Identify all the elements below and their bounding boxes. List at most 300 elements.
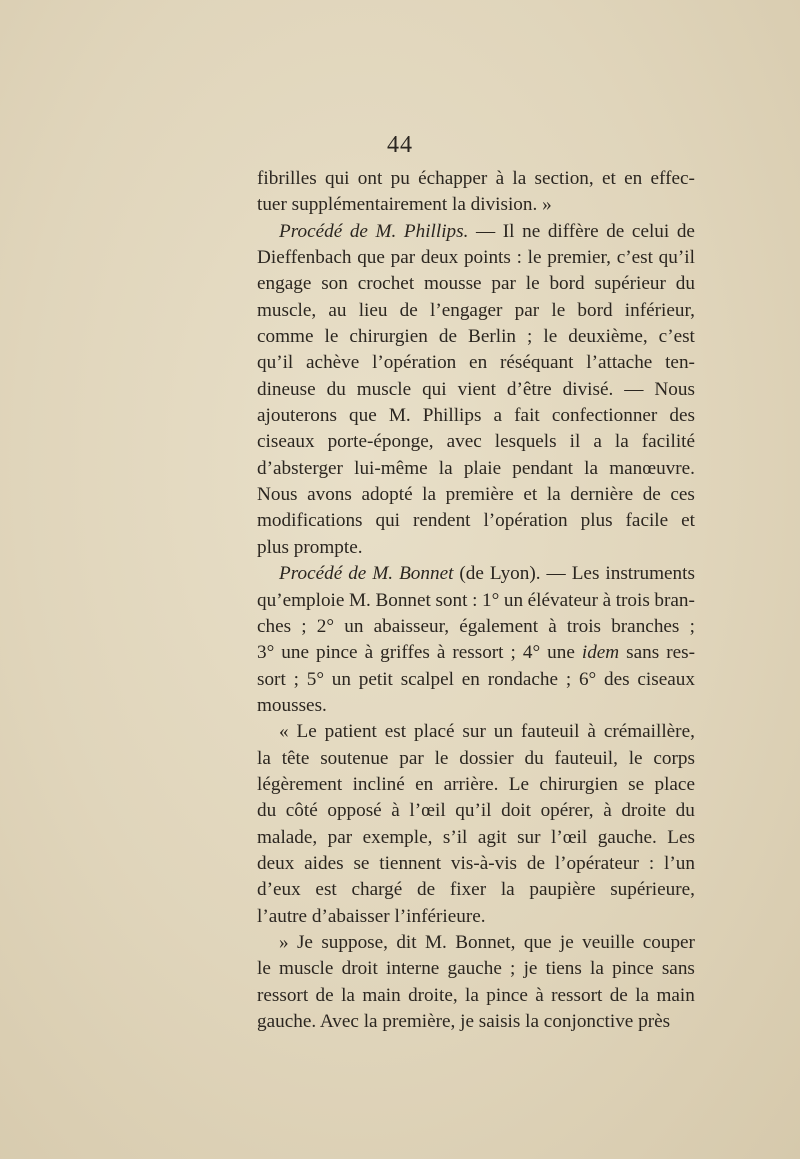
word: Bonnet, (455, 931, 516, 953)
word: dit (396, 931, 417, 953)
text-line (257, 377, 695, 403)
word: fait (514, 405, 540, 427)
word: sont (435, 589, 468, 611)
word: crémaillère, (603, 721, 695, 743)
word: facilité (641, 431, 695, 453)
word: incliné (352, 773, 405, 795)
word: abaisseur, (373, 615, 450, 637)
italic-word: Phillips. (403, 220, 469, 242)
word: légèrement (257, 773, 343, 795)
body-text (257, 166, 695, 1035)
word: que (357, 247, 385, 269)
word: fauteuil (520, 721, 580, 743)
word: fibrilles (257, 168, 317, 189)
word: plus (580, 510, 613, 532)
word: à (436, 642, 446, 664)
word: échapper (418, 168, 488, 189)
word: Il (502, 220, 515, 242)
word: ; (527, 326, 533, 348)
word: vient (457, 378, 496, 400)
word: gauche. (597, 826, 657, 848)
word: Berlin (468, 326, 517, 348)
word: arrière. (443, 773, 499, 795)
word: de (399, 299, 418, 321)
word: tiennent (379, 852, 442, 874)
word: de (315, 984, 334, 1006)
italic-word: M. (375, 220, 397, 242)
paragraph (257, 930, 695, 1035)
word: c’est (658, 326, 695, 348)
word: plaie (463, 457, 502, 479)
text-line (257, 798, 695, 824)
word: à (587, 721, 596, 743)
text-segment: tuer supplémentairement la division. » (257, 194, 552, 216)
word: confectionner (551, 405, 658, 427)
word: supérieur (594, 273, 666, 295)
word: l’engager (430, 299, 503, 321)
word: qui (324, 168, 350, 189)
text-line (257, 667, 695, 693)
word: à (602, 589, 612, 611)
word: muscle (356, 378, 412, 400)
word: corps (653, 747, 695, 769)
text-line (257, 192, 695, 218)
word: ; (565, 668, 572, 690)
word: côté (285, 800, 318, 822)
word: ; (510, 958, 516, 980)
word: la (590, 958, 604, 980)
word: lesquels (494, 431, 557, 453)
word: une (547, 642, 575, 664)
word: (de (459, 563, 484, 585)
text-segment: mousses. (257, 694, 327, 716)
word: — (546, 563, 566, 585)
word: la (512, 168, 527, 189)
word: le (257, 958, 271, 980)
word: le (525, 273, 540, 295)
text-line (257, 772, 695, 798)
word: le (324, 326, 339, 348)
word: sans (661, 958, 695, 980)
word: droite (621, 800, 667, 822)
word: ; (293, 668, 299, 690)
word: est (315, 879, 337, 901)
word: la (635, 984, 650, 1006)
word: l’un (664, 852, 695, 874)
word: Dieffenbach (257, 247, 352, 269)
word: et (523, 484, 538, 506)
word: à (364, 642, 374, 664)
paragraph (257, 719, 695, 930)
word: deuxième, (568, 326, 648, 348)
word: par (390, 247, 416, 269)
word: la (341, 984, 355, 1006)
word: fixer (449, 879, 487, 901)
word: mousse (424, 273, 482, 295)
word: chirurgien (539, 773, 618, 795)
italic-word: de (348, 563, 367, 585)
word: celui (631, 220, 670, 242)
word: la (465, 984, 479, 1006)
word: l’œil (409, 800, 446, 822)
word: aides (304, 852, 344, 874)
word: pince (316, 642, 358, 664)
word: deux (420, 247, 459, 269)
word: qu’il (658, 247, 695, 269)
word: ; (510, 642, 516, 664)
word: petit (358, 668, 393, 690)
word: Je (296, 931, 313, 953)
text-line (257, 245, 695, 271)
word: le (543, 326, 558, 348)
word: et (681, 510, 695, 532)
text-line (257, 561, 695, 587)
word: de (526, 852, 545, 874)
word: bord (549, 273, 585, 295)
word: du (257, 800, 277, 822)
word: un (503, 589, 524, 611)
word: Bonnet (375, 589, 431, 611)
word: qu’il (257, 352, 294, 374)
word: scalpel (400, 668, 454, 690)
word: main (362, 984, 401, 1006)
word: pendant (512, 457, 574, 479)
word: de (606, 220, 625, 242)
italic-word: de (349, 220, 368, 242)
word: rendent (412, 510, 471, 532)
word: opérer, (540, 800, 594, 822)
word: manœuvre. (609, 457, 695, 479)
word: à (495, 168, 505, 189)
word: points (463, 247, 511, 269)
word: en (461, 668, 480, 690)
text-line (257, 508, 695, 534)
word: M. (424, 931, 447, 953)
word: lieu (358, 299, 388, 321)
word: trois (615, 589, 650, 611)
word: vis-à-vis (450, 852, 518, 874)
word: soutenue (320, 747, 389, 769)
word: des (604, 668, 630, 690)
text-line (257, 271, 695, 297)
word: un (493, 721, 513, 743)
word: Lyon). (489, 563, 541, 585)
word: que (349, 405, 377, 427)
word: 2° (316, 615, 335, 637)
word: ces (670, 484, 695, 506)
word: qu’emploie (257, 589, 345, 611)
word: res- (666, 642, 695, 664)
word: je (559, 931, 574, 953)
word: l’attache (586, 352, 653, 374)
word: qui (375, 510, 400, 532)
word: tiens (545, 958, 582, 980)
word: sur (462, 721, 486, 743)
word: place (654, 773, 695, 795)
word: d’absterger (257, 457, 343, 479)
word: dineuse (257, 378, 316, 400)
word: bran- (654, 589, 695, 611)
word: par (514, 299, 540, 321)
text-line (257, 482, 695, 508)
word: la (614, 431, 629, 453)
word: pince (486, 984, 528, 1006)
text-line (257, 298, 695, 324)
text-segment: l’autre d’abaisser l’inférieure. (257, 905, 486, 927)
word: » (279, 931, 289, 953)
word: sur (517, 826, 541, 848)
text-line (257, 614, 695, 640)
word: crochet (357, 273, 415, 295)
text-line (257, 535, 695, 561)
word: premier, (547, 247, 611, 269)
word: deux (257, 852, 295, 874)
word: veuille (582, 931, 635, 953)
text-line (257, 719, 695, 745)
word: l’opération (483, 510, 568, 532)
word: un (331, 668, 351, 690)
word: lui-même (354, 457, 428, 479)
word: main (656, 984, 695, 1006)
text-line (257, 851, 695, 877)
word: que (523, 931, 552, 953)
word: l’opérateur (554, 852, 639, 874)
word: Les (571, 563, 600, 585)
word: droit (341, 958, 378, 980)
text-line (257, 746, 695, 772)
word: 4° (522, 642, 541, 664)
word: supérieure, (610, 879, 695, 901)
word: facile (625, 510, 669, 532)
word: effec- (650, 168, 695, 189)
word: ; (689, 615, 695, 637)
word: malade, (257, 826, 318, 848)
text-line (257, 166, 695, 192)
italic-word: M. (372, 563, 394, 585)
word: doit (501, 800, 531, 822)
word: — (476, 220, 496, 242)
word: adopté (361, 484, 413, 506)
word: 5° (306, 668, 324, 690)
word: muscle, (257, 299, 317, 321)
word: : (648, 852, 655, 874)
paragraph (257, 166, 695, 219)
italic-word: Procédé (279, 563, 343, 585)
word: droite, (408, 984, 458, 1006)
word: première (445, 484, 514, 506)
word: la (422, 484, 437, 506)
word: du (524, 747, 544, 769)
word: sort (257, 668, 286, 690)
word: du (675, 800, 695, 822)
word: ciseaux (257, 431, 315, 453)
word: tête (281, 747, 310, 769)
word: de (642, 484, 661, 506)
word: du (675, 273, 695, 295)
word: pince (612, 958, 654, 980)
italic-word: Procédé (279, 220, 343, 242)
word: est (384, 721, 407, 743)
text-line (257, 693, 695, 719)
word: à (391, 800, 400, 822)
word: la (257, 747, 271, 769)
word: branches (611, 615, 680, 637)
word: opposé (327, 800, 382, 822)
word: une (281, 642, 309, 664)
word: à (535, 984, 544, 1006)
word: interne (386, 958, 440, 980)
word: trois (566, 615, 602, 637)
text-line (257, 983, 695, 1009)
italic-word: idem (581, 642, 620, 664)
word: en (415, 773, 434, 795)
word: de (438, 326, 458, 348)
text-line (257, 640, 695, 666)
word: suppose, (321, 931, 388, 953)
word: la (584, 457, 599, 479)
word: qui (422, 378, 447, 400)
word: ten- (665, 352, 695, 374)
word: ajouterons (257, 405, 337, 427)
word: chargé (351, 879, 403, 901)
word: a (593, 431, 602, 453)
word: qu’il (455, 800, 492, 822)
word: au (328, 299, 347, 321)
word: Les (667, 826, 695, 848)
word: de (609, 984, 628, 1006)
word: réséquant (499, 352, 574, 374)
word: et (601, 168, 616, 189)
word: engage (257, 273, 312, 295)
word: : (472, 589, 478, 611)
word: inférieur, (624, 299, 695, 321)
word: chirurgien (349, 326, 428, 348)
word: exemple, (362, 826, 433, 848)
text-segment: gauche. Avec la première, je saisis la conjonctive près (257, 1011, 671, 1032)
word: l’opération (372, 352, 457, 374)
word: comme (257, 326, 314, 348)
word: par (491, 273, 516, 295)
word: le (628, 747, 643, 769)
word: diffère (547, 220, 599, 242)
word: Phillips (422, 405, 482, 427)
word: Nous (654, 378, 695, 400)
word: ches (257, 615, 292, 637)
word: M. (388, 405, 411, 427)
word: dossier (459, 747, 514, 769)
text-line (257, 877, 695, 903)
word: c’est (616, 247, 653, 269)
word: de (417, 879, 436, 901)
word: dernière (570, 484, 634, 506)
word: se (353, 852, 370, 874)
paragraph (257, 219, 695, 561)
text-line (257, 1009, 695, 1035)
word: bord (577, 299, 613, 321)
word: ne (522, 220, 541, 242)
text-line (257, 956, 695, 982)
word: en (624, 168, 643, 189)
word: divisé. (562, 378, 614, 400)
word: porte-éponge, (327, 431, 434, 453)
word: par (327, 826, 353, 848)
word: Nous (257, 484, 298, 506)
word: le (434, 747, 449, 769)
word: agit (477, 826, 507, 848)
word: en (469, 352, 488, 374)
word: paupière (529, 879, 596, 901)
word: le (551, 299, 566, 321)
word: 3° (257, 642, 275, 664)
word: s’il (442, 826, 468, 848)
word: ressort (257, 984, 309, 1006)
text-line (257, 324, 695, 350)
word: d’eux (257, 879, 301, 901)
word: également (459, 615, 539, 637)
word: pu (390, 168, 410, 189)
word: fauteuil, (554, 747, 618, 769)
word: M. (348, 589, 371, 611)
word: ciseaux (637, 668, 695, 690)
word: ressort (551, 984, 603, 1006)
word: « (279, 721, 289, 743)
text-line (257, 350, 695, 376)
italic-word: Bonnet (399, 563, 454, 585)
text-segment: plus prompte. (257, 536, 363, 558)
word: la (500, 879, 515, 901)
word: ressort (452, 642, 504, 664)
word: d’être (506, 378, 552, 400)
word: le (527, 247, 542, 269)
text-line (257, 219, 695, 245)
word: avons (307, 484, 352, 506)
word: griffes (380, 642, 430, 664)
word: patient (324, 721, 377, 743)
word: ; (301, 615, 307, 637)
word: — (624, 378, 644, 400)
word: à (603, 800, 612, 822)
word: l’œil (550, 826, 588, 848)
text-line (257, 403, 695, 429)
paragraph (257, 561, 695, 719)
word: il (569, 431, 581, 453)
text-line (257, 904, 695, 930)
word: Le (508, 773, 529, 795)
word: rondache (487, 668, 559, 690)
word: de (676, 220, 695, 242)
word: élévateur (527, 589, 598, 611)
page-number: 44 (387, 132, 413, 158)
word: la (546, 484, 561, 506)
text-line (257, 825, 695, 851)
word: un (344, 615, 364, 637)
word: son (321, 273, 348, 295)
word: se (628, 773, 645, 795)
word: 1° (482, 589, 500, 611)
word: gauche (447, 958, 502, 980)
text-line (257, 930, 695, 956)
word: sans (626, 642, 660, 664)
word: par (399, 747, 424, 769)
word: placé (414, 721, 455, 743)
text-line (257, 456, 695, 482)
word: je (523, 958, 538, 980)
word: muscle (279, 958, 334, 980)
word: Le (296, 721, 317, 743)
word: ont (357, 168, 383, 189)
word: a (493, 405, 503, 427)
word: 6° (578, 668, 597, 690)
